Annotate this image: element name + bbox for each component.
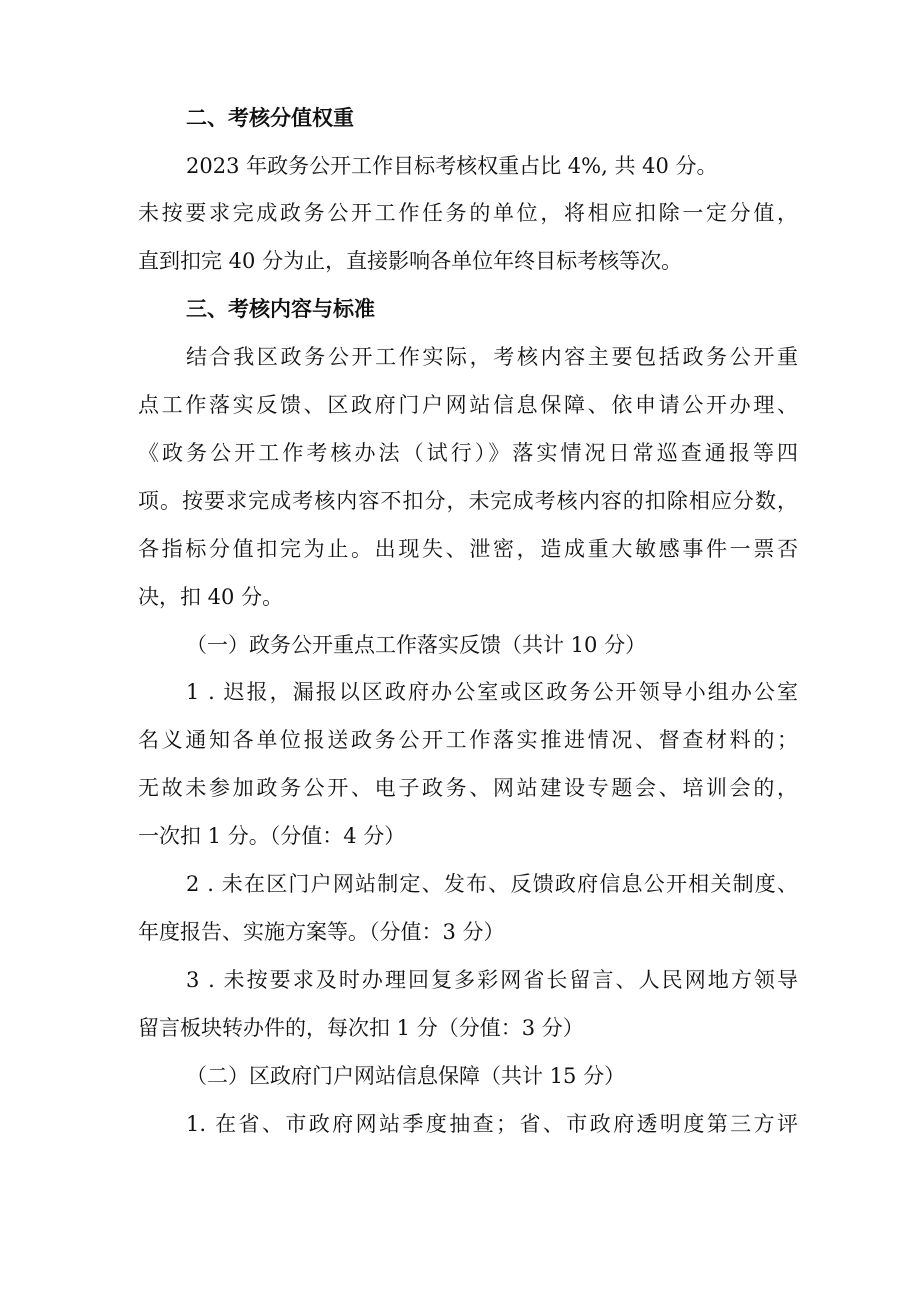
paragraph-content-line-6: 决，扣 40 分。 [138, 585, 284, 609]
paragraph-content-line-1: 结合我区政务公开工作实际，考核内容主要包括政务公开重 [186, 345, 798, 369]
subsection-heading-portal: （二）区政府门户网站信息保障（共计 15 分） [186, 1064, 626, 1088]
item-1-line-3: 无故未参加政务公开、电子政务、网站建设专题会、培训会的， [138, 776, 798, 800]
item-1-line-4: 一次扣 1 分。（分值：4 分） [138, 824, 406, 848]
item-2-line-2: 年度报告、实施方案等。（分值：3 分） [138, 920, 505, 944]
section-heading-weight: 二、考核分值权重 [186, 106, 354, 130]
item-3-line-1: 3 . 未按要求及时办理回复多彩网省长留言、人民网地方领导 [186, 968, 798, 992]
paragraph-content-line-3: 《政务公开工作考核办法（试行）》落实情况日常巡查通报等四 [138, 441, 798, 465]
subsection-heading-feedback: （一）政务公开重点工作落实反馈（共计 10 分） [186, 633, 647, 657]
item-3-line-2: 留言板块转办件的，每次扣 1 分（分值：3 分） [138, 1016, 584, 1040]
item-1-line-1: 1 . 迟报，漏报以区政府办公室或区政务公开领导小组办公室 [186, 680, 798, 704]
paragraph-weight-line-3: 直到扣完 40 分为止，直接影响各单位年终目标考核等次。 [138, 249, 683, 273]
paragraph-content-line-5: 各指标分值扣完为止。出现失、泄密，造成重大敏感事件一票否 [138, 537, 798, 561]
section-heading-content: 三、考核内容与标准 [186, 297, 375, 321]
item-1-line-2: 名义通知各单位报送政务公开工作落实推进情况、督查材料的； [138, 728, 798, 752]
paragraph-weight-line-1: 2023 年政务公开工作目标考核权重占比 4%, 共 40 分。 [186, 154, 718, 178]
paragraph-content-line-2: 点工作落实反馈、区政府门户网站信息保障、依申请公开办理、 [138, 393, 798, 417]
paragraph-weight-line-2: 未按要求完成政务公开工作任务的单位，将相应扣除一定分值， [138, 201, 798, 225]
item-4-line-1: 1. 在省、市政府网站季度抽查；省、市政府透明度第三方评 [186, 1112, 798, 1136]
paragraph-content-line-4: 项。按要求完成考核内容不扣分，未完成考核内容的扣除相应分数， [138, 489, 798, 513]
item-2-line-1: 2 . 未在区门户网站制定、发布、反馈政府信息公开相关制度、 [186, 872, 798, 896]
